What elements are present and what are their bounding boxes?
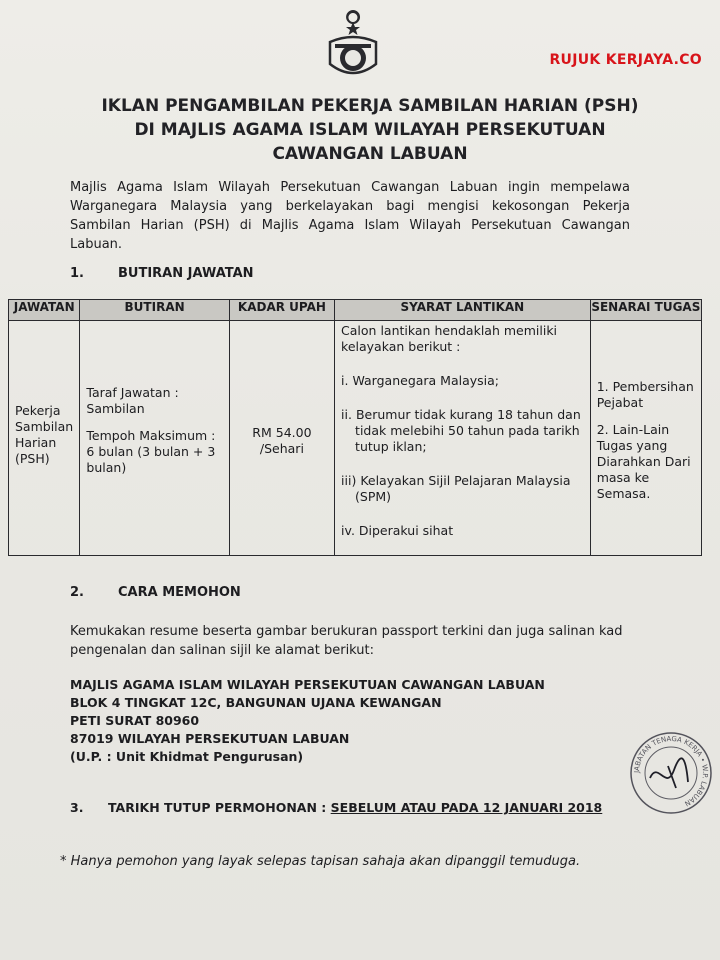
mailing-address: [70, 676, 545, 766]
syarat-item-iii-cont: (SPM): [355, 489, 392, 504]
cell-kadar-upah: [229, 321, 334, 556]
address-line-4: 87019 WILAYAH PERSEKUTUAN LABUAN: [70, 731, 350, 746]
address-line-1: MAJLIS AGAMA ISLAM WILAYAH PERSEKUTUAN CAWANGAN LABUAN: [70, 677, 545, 692]
cell-senarai-tugas: [590, 321, 701, 556]
syarat-intro-text: Calon lantikan hendaklah memiliki kelayakan berikut :: [341, 323, 558, 354]
intro-paragraph: Majlis Agama Islam Wilayah Persekutuan Cawangan Labuan ingin mempelawa Warganegara Malaysia yang berkelayakan bagi mengisi kekosongan Pekerja Sambilan Harian (PSH) di Majlis Agama Islam Wilayah Persekutuan Cawangan Labuan.: [70, 180, 630, 252]
header-jawatan: JAWATAN: [9, 300, 80, 321]
cell-syarat-lantikan: [335, 321, 591, 556]
syarat-item-iii: iii) Kelayakan Sijil Pelajaran Malaysia: [341, 473, 571, 488]
syarat-item-ii-cont: tidak melebihi 50 tahun pada tarikh tutup iklan;: [355, 423, 580, 454]
jawatan-value: Pekerja Sambilan Harian (PSH): [15, 403, 74, 466]
table-header-row: [9, 300, 702, 321]
header-senarai-tugas: SENARAI TUGAS: [590, 300, 701, 321]
signature-mark: [650, 758, 688, 788]
tugas-item-2: 2. Lain-Lain Tugas yang Diarahkan Dari masa ke Semasa.: [596, 422, 691, 501]
table-row: [9, 321, 702, 556]
header-syarat-lantikan: SYARAT LANTIKAN: [335, 300, 591, 321]
council-emblem-logo: [320, 8, 386, 82]
header-kadar-upah: KADAR UPAH: [229, 300, 334, 321]
official-stamp-icon: [628, 730, 714, 816]
cell-jawatan: [9, 321, 80, 556]
title-line-1: IKLAN PENGAMBILAN PEKERJA SAMBILAN HARIAN (PSH): [101, 96, 639, 116]
address-line-3: PETI SURAT 80960: [70, 713, 200, 728]
tempoh-maksimum-text: Tempoh Maksimum : 6 bulan (3 bulan + 3 bulan): [86, 428, 216, 475]
section-2-heading: [70, 585, 241, 600]
tugas-item-1: 1. Pembersihan Pejabat: [596, 379, 694, 410]
header-butiran: BUTIRAN: [80, 300, 229, 321]
section-3-closing-date: [70, 800, 602, 815]
stamp-text: JABATAN TENAGA KERJA • W.P. LABUAN: [632, 734, 710, 808]
cara-memohon-text: Kemukakan resume beserta gambar berukuran passport terkini dan juga salinan kad pengenalan dan salinan sijil ke alamat berikut:: [70, 624, 623, 658]
section-1-heading: [70, 266, 254, 281]
section-1-title: BUTIRAN JAWATAN: [118, 266, 254, 281]
cell-butiran: [80, 321, 229, 556]
watermark-label: RUJUK KERJAYA.CO: [549, 52, 702, 68]
section-3-number: 3.: [70, 800, 84, 815]
address-line-5: (U.P. : Unit Khidmat Pengurusan): [70, 749, 304, 764]
svg-text:JABATAN TENAGA KERJA • W.P. LA: [633, 735, 709, 808]
section-2-number: 2.: [70, 585, 84, 600]
kadar-upah-value: RM 54.00 /Sehari: [252, 425, 312, 456]
title-line-2: DI MAJLIS AGAMA ISLAM WILAYAH PERSEKUTUAN: [134, 120, 606, 140]
address-line-2: BLOK 4 TINGKAT 12C, BANGUNAN UJANA KEWANGAN: [70, 695, 442, 710]
closing-date-label: TARIKH TUTUP PERMOHONAN :: [108, 800, 331, 815]
taraf-jawatan-text: Taraf Jawatan : Sambilan: [86, 385, 179, 416]
syarat-item-ii: ii. Berumur tidak kurang 18 tahun dan: [341, 407, 581, 422]
section-1-number: 1.: [70, 266, 84, 281]
section-2-title: CARA MEMOHON: [118, 585, 241, 600]
syarat-item-i: i. Warganegara Malaysia;: [341, 373, 500, 388]
page-title: [60, 94, 680, 166]
footnote: * Hanya pemohon yang layak selepas tapisan sahaja akan dipanggil temuduga.: [60, 854, 581, 869]
syarat-item-iv: iv. Diperakui sihat: [341, 523, 454, 538]
closing-date-value: SEBELUM ATAU PADA 12 JANUARI 2018: [330, 800, 603, 815]
title-line-3: CAWANGAN LABUAN: [272, 144, 468, 164]
job-details-table: [8, 299, 702, 556]
